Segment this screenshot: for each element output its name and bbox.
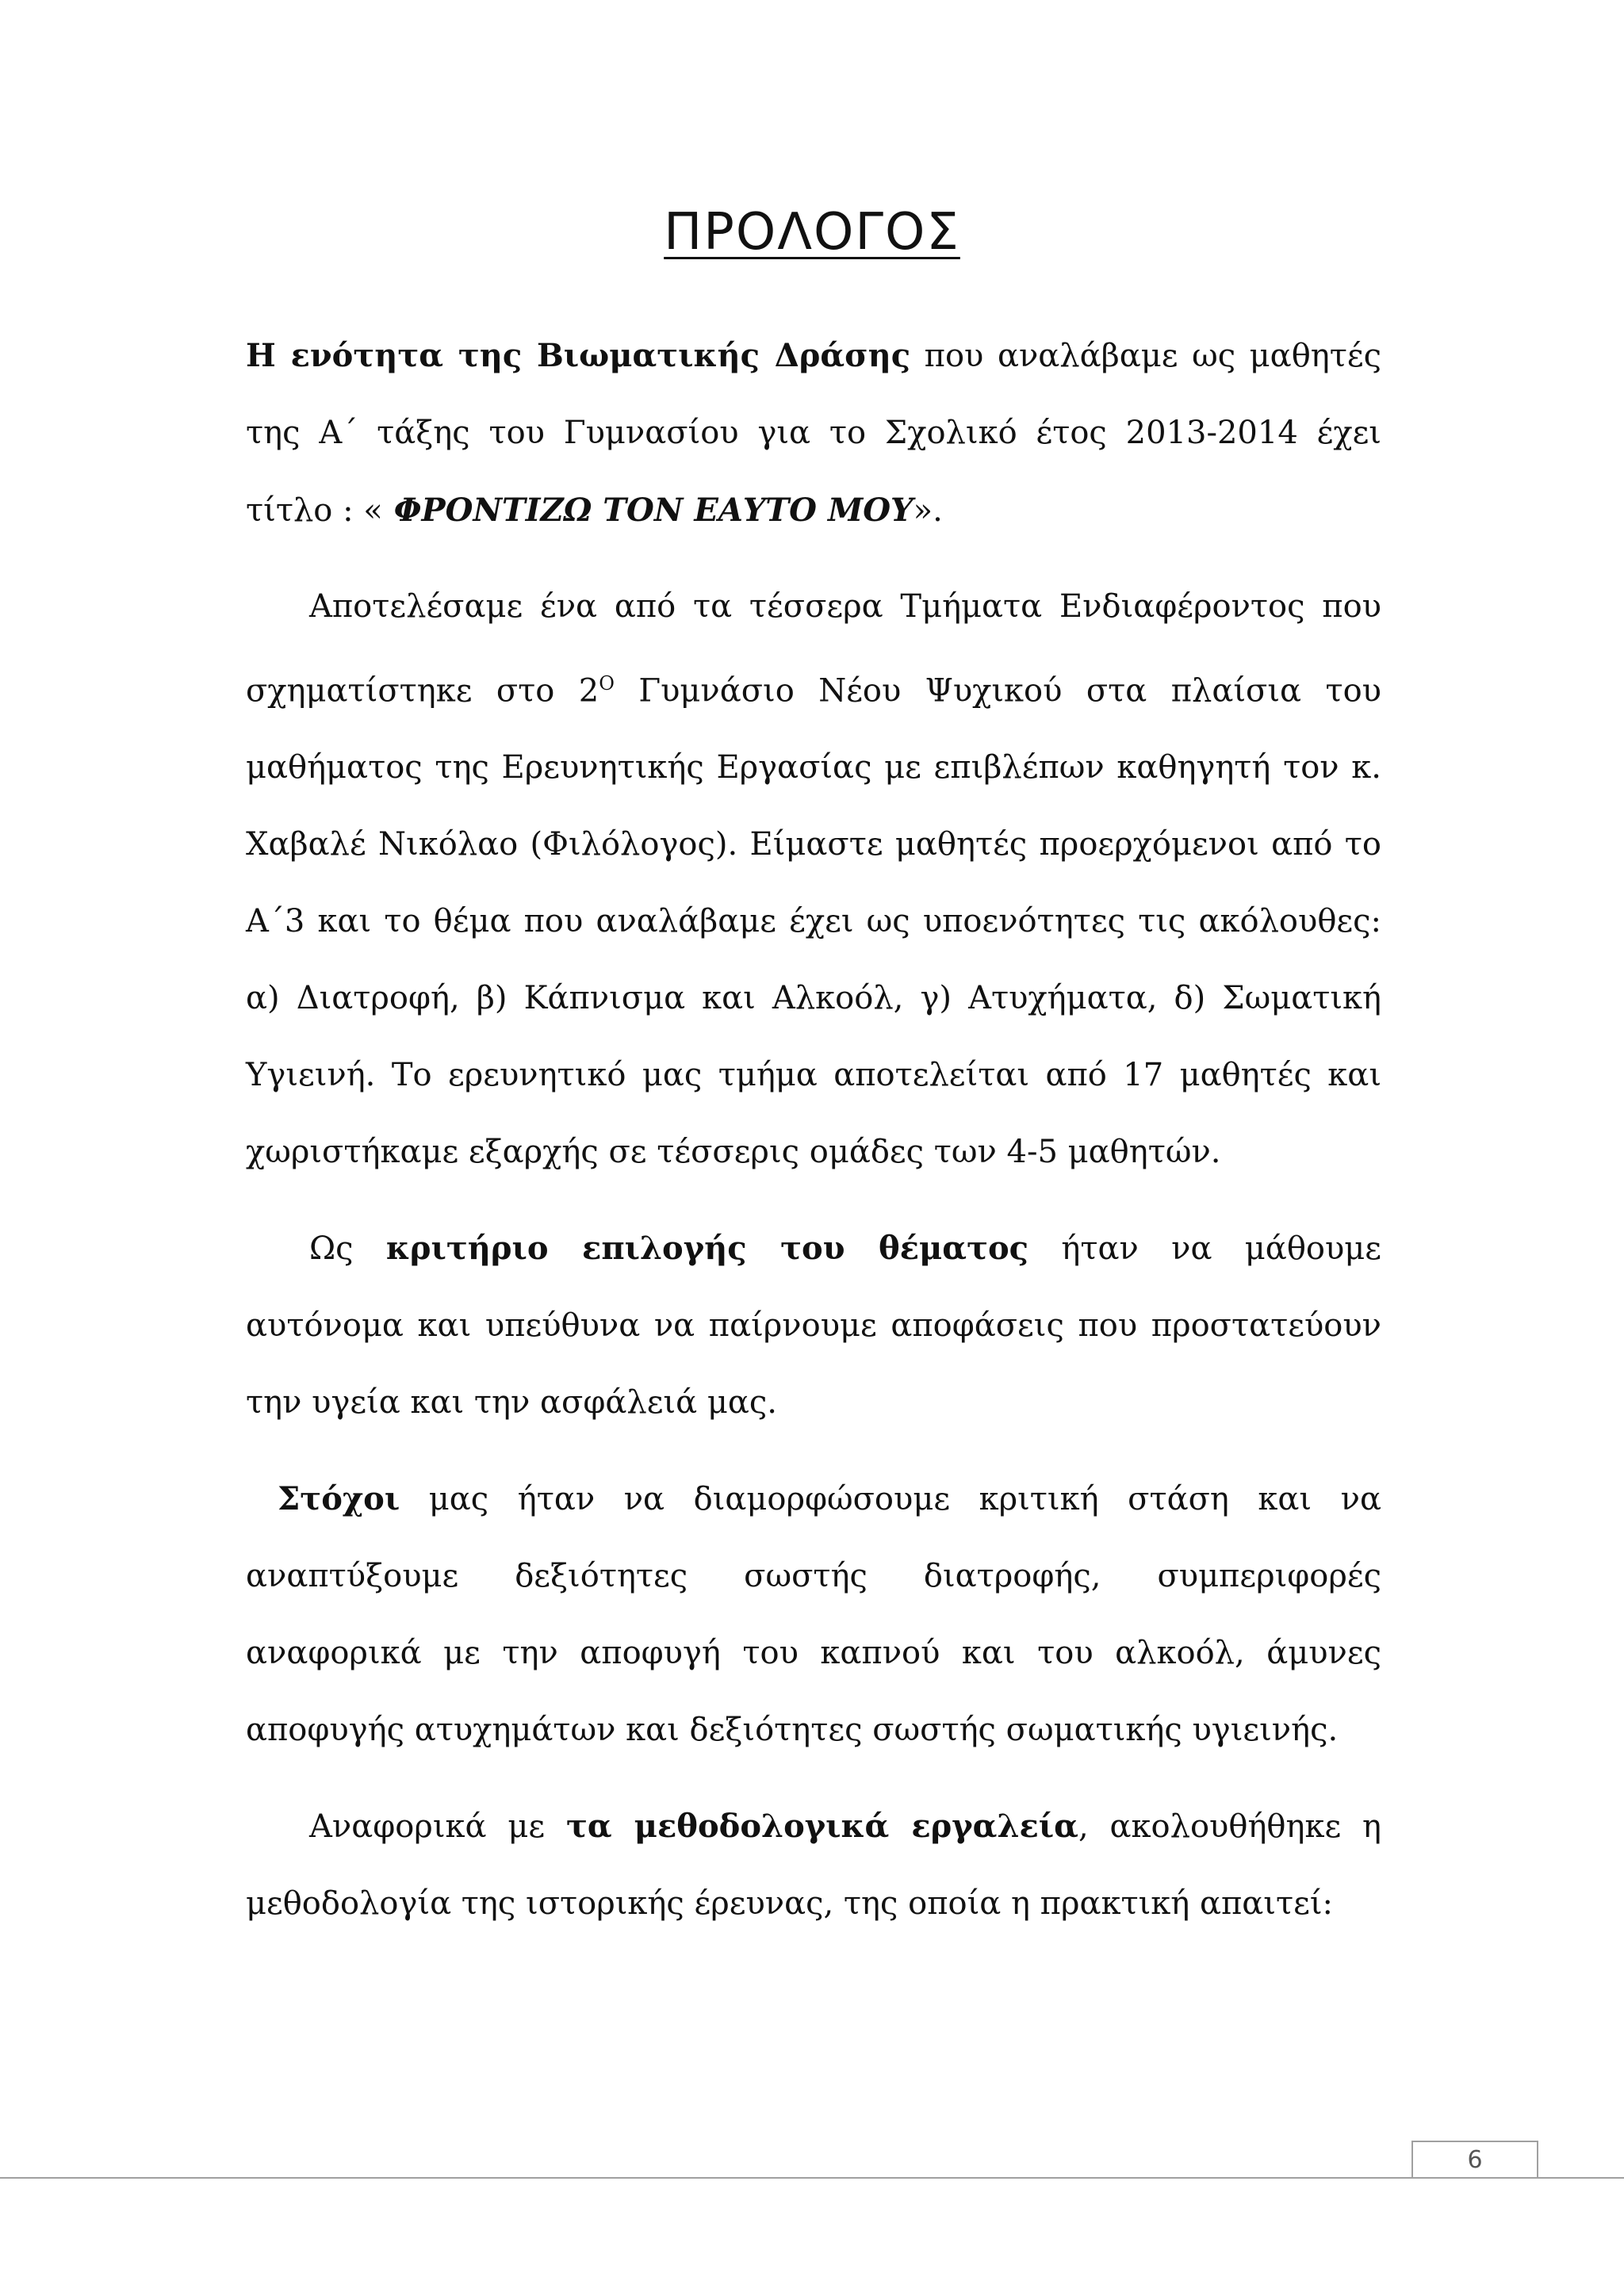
paragraph-criterion [246, 1210, 1381, 1441]
methodology-bold: τα μεθοδολογικά εργαλεία [565, 1808, 1078, 1846]
team-text: Αποτελέσαμε ένα από τα τέσσερα Τμήματα Ενδιαφέροντος που σχηματίστηκε στο 2 [246, 588, 1381, 710]
paragraph-methodology [246, 1788, 1381, 1942]
goals-bold: Στόχοι [278, 1480, 400, 1518]
footer-rule [0, 2177, 1624, 2179]
methodology-text: Αναφορικά με [309, 1808, 566, 1846]
methodology-text-rest: , ακολουθήθηκε η μεθοδολογία της ιστορικής έρευνας, της οποία η πρακτική απαιτεί: [246, 1808, 1381, 1923]
criterion-bold: κριτήριο επιλογής του θέματος [385, 1230, 1029, 1268]
paragraph-team [246, 568, 1381, 1191]
page-title: ΠΡΟΛΟΓΟΣ [664, 203, 960, 262]
team-superscript: Ο [599, 672, 615, 695]
intro-text: που αναλάβαμε ως μαθητές της Α΄ τάξης του Γυμνασίου για το Σχολικό έτος 2013-2014 έχει τίτλο : « [246, 338, 1381, 529]
paragraph-goals [246, 1460, 1381, 1769]
paragraph-intro [246, 317, 1381, 549]
goals-text: μας ήταν να διαμορφώσουμε κριτική στάση και να αναπτύξουμε δεξιότητες σωστής διατροφής, συμπεριφορές αναφορικά με την αποφυγή του καπνού και του αλκοόλ, άμυνες αποφυγής ατυχημάτων και δεξιότητες σωστής σωματικής υγιεινής. [246, 1481, 1381, 1749]
criterion-text-rest: ήταν να μάθουμε αυτόνομα και υπεύθυνα να παίρνουμε αποφάσεις που προστατεύουν την υγεία και την ασφάλειά μας. [246, 1230, 1382, 1422]
intro-title-emphasis: ΦΡΟΝΤΙΖΩ ΤΟΝ ΕΑΥΤΟ ΜΟΥ [382, 492, 914, 529]
document-body [246, 317, 1381, 1961]
intro-bold-lead: Η ενότητα της Βιωματικής Δράσης [246, 337, 911, 374]
team-text-rest: Γυμνάσιο Νέου Ψυχικού στα πλαίσια του μαθήματος της Ερευνητικής Εργασίας με επιβλέπων καθηγητή τον κ. Χαβαλέ Νικόλαο (Φιλόλογος). Είμαστε μαθητές προερχόμενοι από το Α΄3 και το θέμα που αναλάβαμε έχει ως υποενότητες τις ακόλουθες: α) Διατροφή, β) Κάπνισμα και Αλκοόλ, γ) Ατυχήματα, δ) Σωματική Υγιεινή. Το ερευνητικό μας τμήμα αποτελείται από 17 μαθητές και χωριστήκαμε εξαρχής σε τέσσερις ομάδες των 4-5 μαθητών. [246, 672, 1381, 1171]
criterion-text: Ως [309, 1230, 386, 1268]
page-number: 6 [1411, 2141, 1538, 2179]
intro-text-end: ». [913, 492, 943, 529]
